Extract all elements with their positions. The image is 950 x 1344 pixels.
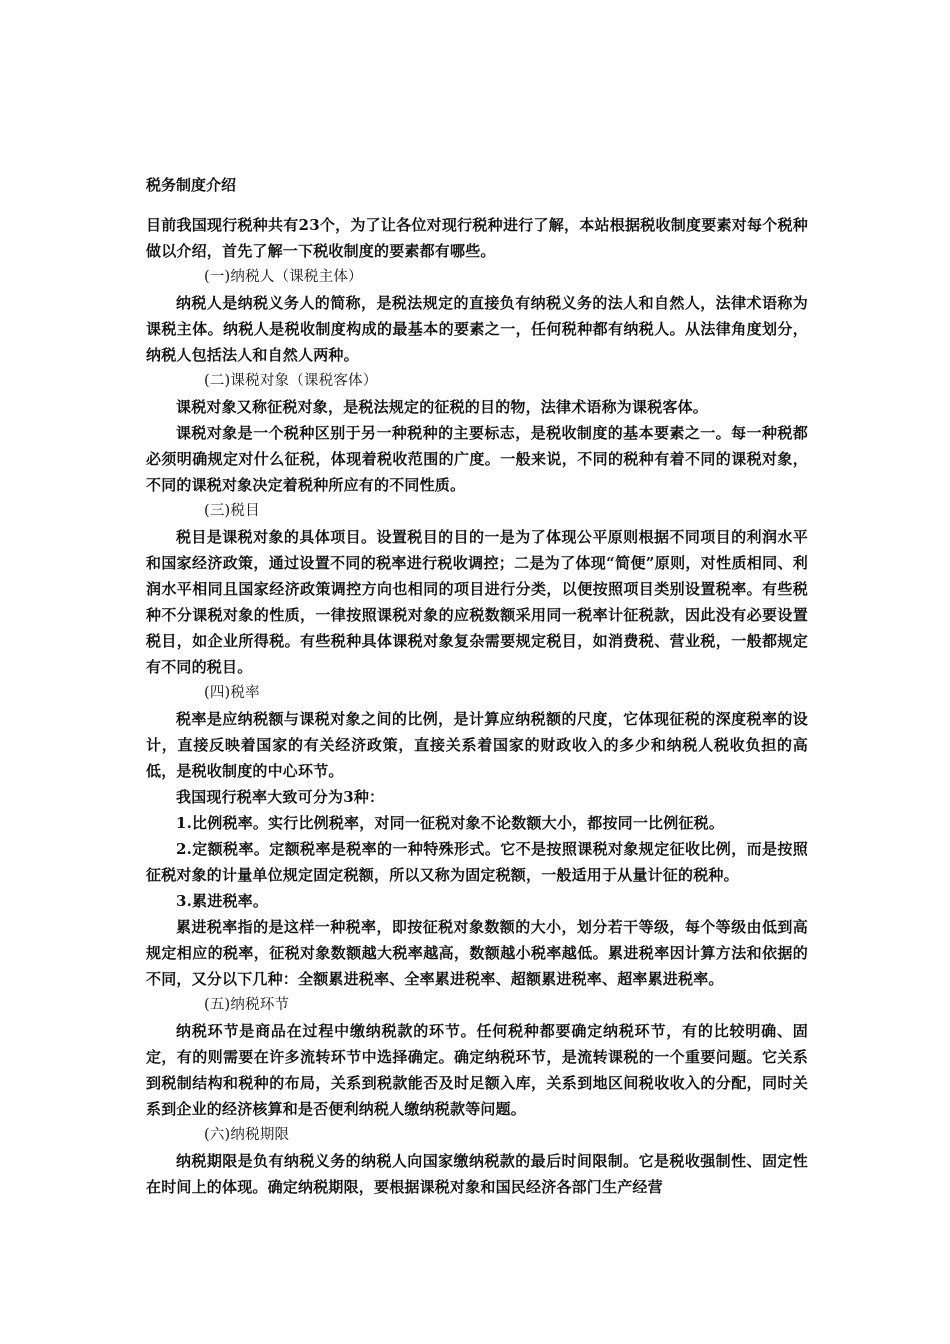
paragraph: 2.定额税率。定额税率是税率的一种特殊形式。它不是按照课税对象规定征收比例，而是按照征税对象的计量单位规定固定税额，所以又称为固定税额，一般适用于从量计征的税种。	[146, 840, 808, 884]
paragraph: 税目是课税对象的具体项目。设置税目的目的一是为了体现公平原则根据不同项目的利润水平和国家经济政策，通过设置不同的税率进行税收调控；二是为了体现“简便”原则，对性质相同、利润水平相同且国家经济政策调控方向也相同的项目进行分类，以便按照项目类别设置税率。有些税种不分课税对象的性质，一律按照课税对象的应税数额采用同一税率计征税款，因此没有必要设置税目，如企业所得税。有些税种具体课税对象复杂需要规定税目，如消费税、营业税，一般都规定有不同的税目。	[146, 528, 808, 676]
paragraph: 1.比例税率。实行比例税率，对同一征税对象不论数额大小，都按同一比例征税。	[176, 814, 725, 832]
intro-paragraph: 目前我国现行税种共有23个，为了让各位对现行税种进行了解，本站根据税收制度要素对每个税种做以介绍，首先了解一下税收制度的要素都有哪些。	[146, 216, 808, 260]
paragraph: 3.累进税率。	[176, 892, 269, 910]
paragraph: 课税对象又称征税对象，是税法规定的征税的目的物，法律术语称为课税客体。	[176, 398, 709, 416]
paragraph: 课税对象是一个税种区别于另一种税种的主要标志，是税收制度的基本要素之一。每一种税都必须明确规定对什么征税，体现着税收范围的广度。一般来说，不同的税种有着不同的课税对象，不同的课税对象决定着税种所应有的不同性质。	[146, 424, 808, 494]
paragraph: 纳税期限是负有纳税义务的纳税人向国家缴纳税款的最后时间限制。它是税收强制性、固定性在时间上的体现。确定纳税期限，要根据课税对象和国民经济各部门生产经营	[146, 1152, 808, 1196]
document-page	[146, 172, 808, 1200]
paragraph: 纳税环节是商品在过程中缴纳税款的环节。任何税种都要确定纳税环节，有的比较明确、固定，有的则需要在许多流转环节中选择确定。确定纳税环节，是流转课税的一个重要问题。它关系到税制结构和税种的布局，关系到税款能否及时足额入库，关系到地区间税收收入的分配，同时关系到企业的经济核算和是否便利纳税人缴纳税款等问题。	[146, 1022, 808, 1118]
document-title: 税务制度介绍	[146, 176, 237, 194]
paragraph: 我国现行税率大致可分为3种：	[176, 788, 385, 806]
section-heading-tax-stage: (五)纳税环节	[204, 997, 290, 1013]
section-heading-tax-period: (六)纳税期限	[204, 1127, 290, 1143]
section-heading-tax-rate: (四)税率	[204, 685, 260, 701]
section-heading-taxpayer: (一)纳税人（课税主体）	[204, 269, 363, 285]
section-heading-tax-items: (三)税目	[204, 503, 260, 519]
paragraph: 纳税人是纳税义务人的简称，是税法规定的直接负有纳税义务的法人和自然人，法律术语称为课税主体。纳税人是税收制度构成的最基本的要素之一，任何税种都有纳税人。从法律角度划分，纳税人包括法人和自然人两种。	[146, 294, 808, 364]
section-heading-tax-object: (二)课税对象（课税客体）	[204, 373, 378, 389]
paragraph: 税率是应纳税额与课税对象之间的比例，是计算应纳税额的尺度，它体现征税的深度税率的设计，直接反映着国家的有关经济政策，直接关系着国家的财政收入的多少和纳税人税收负担的高低，是税收制度的中心环节。	[146, 710, 808, 780]
spacer	[146, 198, 808, 212]
paragraph: 累进税率指的是这样一种税率，即按征税对象数额的大小，划分若干等级，每个等级由低到高规定相应的税率，征税对象数额越大税率越高，数额越小税率越低。累进税率因计算方法和依据的不同，又分以下几种：全额累进税率、全率累进税率、超额累进税率、超率累进税率。	[146, 918, 808, 988]
